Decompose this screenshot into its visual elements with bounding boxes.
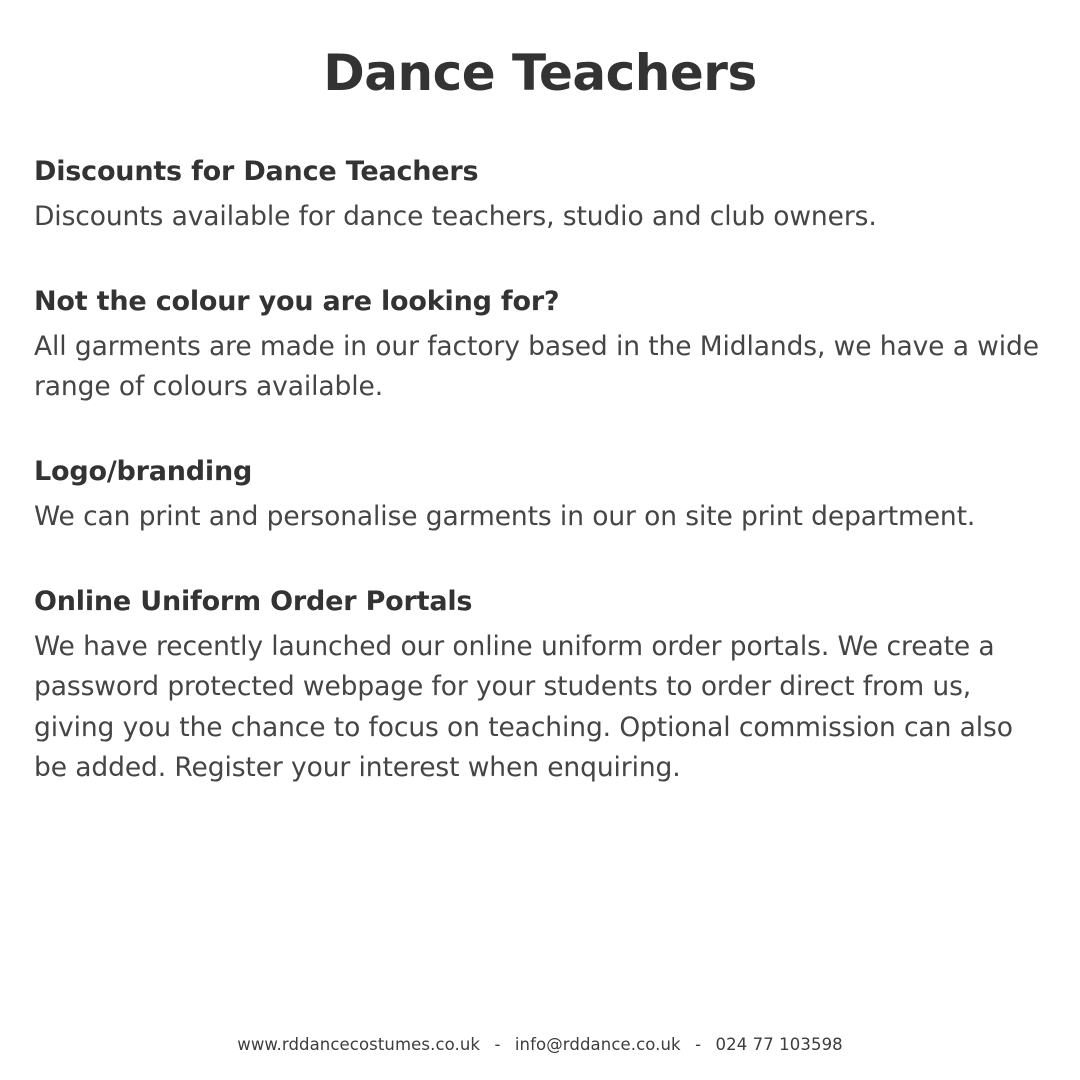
footer-website: www.rddancecostumes.co.uk: [237, 1035, 481, 1054]
page-title: Dance Teachers: [323, 44, 757, 102]
footer-separator: -: [494, 1035, 501, 1054]
section-body: Discounts available for dance teachers, studio and club owners.: [34, 200, 877, 232]
footer-phone: 024 77 103598: [715, 1035, 843, 1054]
section-order-portals: [34, 585, 1046, 788]
section-heading: Online Uniform Order Portals: [34, 586, 473, 618]
section-heading: Logo/branding: [34, 456, 253, 488]
section-body: We have recently launched our online uniform order portals. We create a password protected webpage for your students to order direct from us, giving you the chance to focus on teaching. Optional commission can also be added. Register your interest when enquiring.: [34, 631, 1013, 783]
section-heading: Discounts for Dance Teachers: [34, 156, 479, 187]
footer-contact-bar: [0, 1035, 1080, 1054]
section-heading: Not the colour you are looking for?: [34, 286, 560, 318]
section-body: All garments are made in our factory based in the Midlands, we have a wide range of colours available.: [34, 330, 1039, 403]
content-sections: [34, 155, 1046, 1080]
section-body: We can print and personalise garments in our on site print department.: [34, 501, 976, 533]
section-logo-branding: [34, 455, 1046, 537]
section-colour: [34, 285, 1046, 407]
footer-separator: -: [695, 1035, 702, 1054]
footer-email: info@rddance.co.uk: [514, 1035, 681, 1054]
section-discounts: [34, 155, 1046, 237]
